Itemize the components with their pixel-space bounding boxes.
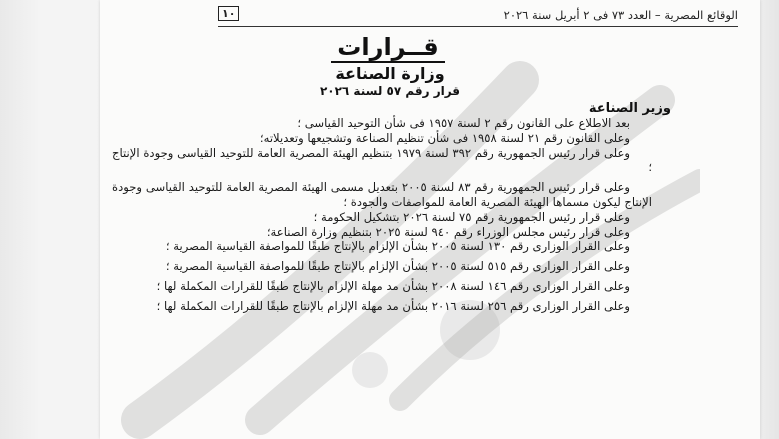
preamble-paragraph: وعلى قرار رئيس الجمهورية رقم ٣٩٢ لسنة ١٩٧٩ بتنظيم الهيئة المصرية العامة للتوحيد القياسى وجودة الإنتاج ؛ [112, 145, 652, 175]
preamble-paragraph: وعلى القرار الوزارى رقم ٥١٥ لسنة ٢٠٠٥ بشأن الإلزام بالإنتاج طبقًا للمواصفة القياسية المصرية ؛ [165, 259, 630, 274]
preamble-paragraph: وعلى قرار رئيس الجمهورية رقم ٧٥ لسنة ٢٠٢٦ بتشكيل الحكومة ؛ [313, 209, 630, 224]
page-number: ١٠ [218, 6, 239, 21]
preamble-paragraph: وعلى القانون رقم ٢١ لسنة ١٩٥٨ فى شأن تنظيم الصناعة وتشجيعها وتعديلاته؛ [259, 130, 630, 145]
section-title [323, 33, 453, 61]
preamble-paragraph: وعلى القرار الوزارى رقم ١٤٦ لسنة ٢٠٠٨ بشأن مد مهلة الإلزام بالإنتاج طبقًا للقرارات المكملة لها ؛ [156, 278, 630, 293]
section-title-text: قــرارات [337, 33, 439, 61]
decision-preamble [112, 116, 652, 314]
addressee-heading: وزير الصناعة [588, 101, 671, 116]
preamble-paragraph: وعلى القرار الوزارى رقم ٢٥٦ لسنة ٢٠١٦ بشأن مد مهلة الإلزام بالإنتاج طبقًا للقرارات المكملة لها ؛ [156, 298, 630, 313]
preamble-paragraph: وعلى القرار الوزارى رقم ١٣٠ لسنة ٢٠٠٥ بشأن الإلزام بالإنتاج طبقًا للمواصفة القياسية المصرية ؛ [165, 239, 630, 254]
gazette-header [218, 6, 738, 27]
preamble-paragraph: وعلى قرار رئيس مجلس الوزراء رقم ٩٤٠ لسنة ٢٠٢٥ بتنظيم وزارة الصناعة؛ [266, 224, 630, 239]
decision-number: قرار رقم ٥٧ لسنة ٢٠٢٦ [319, 84, 461, 98]
preamble-paragraph: وعلى قرار رئيس الجمهورية رقم ٨٣ لسنة ٢٠٠٥ بتعديل مسمى الهيئة المصرية العامة للتوحيد القياسى وجودة الإنتاج ليكون مسماها الهيئة المصرية العامة للمواصفات والجودة ؛ [112, 180, 652, 209]
preamble-paragraph: بعد الاطلاع على القانون رقم ٢ لسنة ١٩٥٧ فى شأن التوحيد القياسى ؛ [297, 116, 630, 130]
ministry-heading: وزارة الصناعة [335, 64, 445, 83]
gazette-issue-line: الوقائع المصرية – العدد ٧٣ فى ٢ أبريل سنة ٢٠٢٦ [503, 8, 738, 22]
section-title-underline [331, 61, 445, 63]
